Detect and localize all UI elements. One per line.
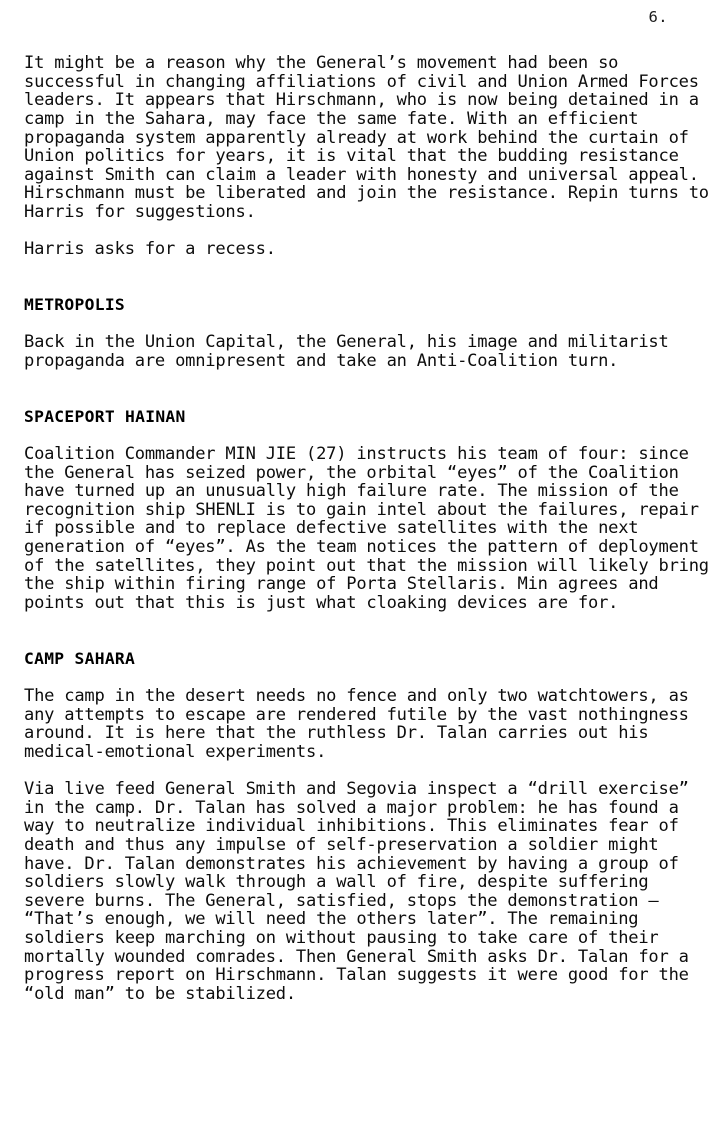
heading-spacer-camp-sahara	[24, 631, 714, 650]
paragraph-desert-camp: The camp in the desert needs no fence and only two watchtowers, as any attempts to escape are rendered futile by the vast nothingness around. It is here that the ruthless Dr. Talan carries out his medical-emotional experiments.	[24, 685, 699, 762]
paragraph-harris-recess: Harris asks for a recess.	[24, 239, 276, 260]
document-body	[24, 53, 719, 1004]
paragraph-general-movement: It might be a reason why the General’s movement had been so successful in changing affiliations of civil and Union Armed Forces leaders. It appears that Hirschmann, who is now being detained in a camp in the Sahara, may face the same fate. With an efficient propaganda system apparently already at work behind the curtain of Union politics for years, it is vital that the budding resistance against Smith can claim a leader with honesty and universal appeal. Hirschmann must be liberated and join the resistance. Repin turns to Harris for suggestions.	[24, 53, 719, 222]
scene-heading-spaceport-hainan: SPACEPORT HAINAN	[24, 406, 186, 426]
heading-spacer-spaceport-hainan	[24, 389, 714, 408]
paragraph-union-capital: Back in the Union Capital, the General, his image and militarist propaganda are omnipresent and take an Anti-Coalition turn.	[24, 332, 679, 371]
paragraph-drill-exercise: Via live feed General Smith and Segovia inspect a “drill exercise” in the camp. Dr. Talan has solved a major problem: he has found a way to neutralize individual inhibitions. This eliminates fear of death and thus any impulse of self-preservation a soldier might have. Dr. Talan demonstrates his achievement by having a group of soldiers slowly walk through a wall of fire, despite suffering severe burns. The General, satisfied, stops the demonstration – “That’s enough, we will need the others later”. The remaining soldiers keep marching on without pausing to take care of their mortally wounded comrades. Then General Smith asks Dr. Talan for a progress report on Hirschmann. Talan suggests it were good for the “old man” to be stabilized.	[24, 779, 699, 1004]
page-number: 6.	[648, 8, 668, 26]
scene-heading-camp-sahara: CAMP SAHARA	[24, 648, 136, 668]
scene-heading-metropolis: METROPOLIS	[24, 295, 126, 315]
heading-spacer-metropolis	[24, 277, 714, 296]
paragraph-coalition-commander: Coalition Commander MIN JIE (27) instructs his team of four: since the General has seized power, the orbital “eyes” of the Coalition have turned up an unusually high failure rate. The mission of the recognition ship SHENLI is to gain intel about the failures, repair if possible and to replace defective satellites with the next generation of “eyes”. As the team notices the pattern of deployment of the satellites, they point out that the mission will likely bring the ship within firing range of Porta Stellaris. Min agrees and points out that this is just what cloaking devices are for.	[24, 443, 719, 613]
